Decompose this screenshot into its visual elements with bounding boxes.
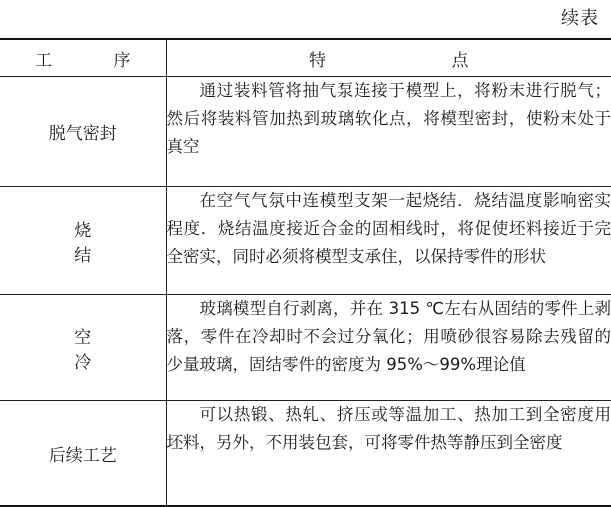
header-step: 工 序: [0, 39, 166, 77]
table-header-row: [0, 39, 611, 77]
continued-label: 续表: [561, 8, 599, 29]
features-cell: 可以热锻、热轧、挤压或等温加工、热加工到全密度用坯料，另外，不用装包套，可将零件热等静压到全密度: [166, 401, 611, 507]
table-row: [0, 295, 611, 401]
features-cell: 通过装料管将抽气泵连接于模型上，将粉末进行脱气；然后将装料管加热到玻璃软化点，将模型密封，使粉末处于真空: [166, 77, 611, 187]
table-row: [0, 187, 611, 295]
features-cell: 在空气气氛中连模型支架一起烧结．烧结温度影响密实程度．烧结温度接近合金的固相线时，将促使坯料接近于完全密实，同时必须将模型支承住，以保持零件的形状: [166, 187, 611, 295]
step-cell: 烧 结: [0, 187, 166, 295]
process-table: [0, 38, 611, 507]
step-cell: 脱气密封: [0, 77, 166, 187]
step-cell: 后续工艺: [0, 401, 166, 507]
features-cell: 玻璃模型自行剥离，并在 315 ℃左右从固结的零件上剥落，零件在冷却时不会过分氧化；用喷砂很容易除去残留的少量玻璃，固结零件的密度为 95%～99%理论值: [166, 295, 611, 401]
header-features: 特 点: [166, 39, 611, 77]
table-row: [0, 77, 611, 187]
table-row: [0, 401, 611, 507]
step-cell: 空 冷: [0, 295, 166, 401]
